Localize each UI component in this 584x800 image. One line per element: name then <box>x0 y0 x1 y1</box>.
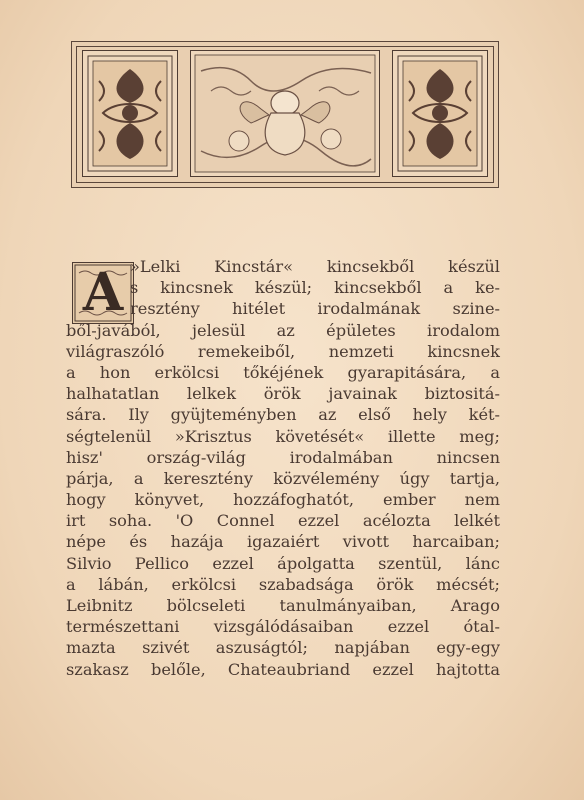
text-line: mazta szivét aszuságtól; napjában egy-egy <box>66 638 500 658</box>
text-line: Leibnitz bölcseleti tanulmányaiban, Arago <box>66 596 500 615</box>
text-line: szakasz belőle, Chateaubriand ezzel hajtotta <box>66 659 500 679</box>
left-ornament-panel <box>82 50 178 177</box>
text-line: természettani vizsgálódásaiban ezzel ótal- <box>66 617 500 637</box>
text-line: sára. Ily gyüjteményben az első hely két- <box>66 405 500 425</box>
text-line: s kincsnek készül; kincsekből a ke- <box>130 278 500 298</box>
text-line: »Lelki Kincstár« kincsekből készül <box>130 257 500 276</box>
text-line: resztény hitélet irodalmának szine- <box>130 299 500 319</box>
angel-vignette-panel <box>190 50 380 177</box>
decorative-headpiece <box>71 41 499 188</box>
text-line: hisz' ország-világ irodalmában nincsen <box>66 447 500 467</box>
text-line: a lábán, erkölcsi szabadsága örök mécsét; <box>66 574 500 594</box>
initial-letter: A <box>82 262 124 323</box>
text-line: hogy könyvet, hozzáfoghatót, ember nem <box>66 490 500 510</box>
text-line: világraszóló remekeiből, nemzeti kincsnek <box>66 341 500 361</box>
text-line: a hon erkölcsi tőkéjének gyarapitására, a <box>66 362 500 382</box>
right-ornament-panel <box>392 50 488 177</box>
text-line: ből-javából, jelesül az épületes irodalom <box>66 320 500 340</box>
body-text <box>66 256 500 680</box>
text-line: népe és hazája igazaiért vivott harcaiban; <box>66 532 500 552</box>
text-line: Silvio Pellico ezzel ápolgatta szentül, lánc <box>66 553 500 573</box>
text-line: irt soha. 'O Connel ezzel acélozta lelkét <box>66 511 500 531</box>
text-line: halhatatlan lelkek örök javainak biztositá- <box>66 384 500 404</box>
text-line: ségtelenül »Krisztus követését« illette meg; <box>66 426 500 446</box>
text-line: párja, a keresztény közvélemény úgy tartja, <box>66 468 500 488</box>
